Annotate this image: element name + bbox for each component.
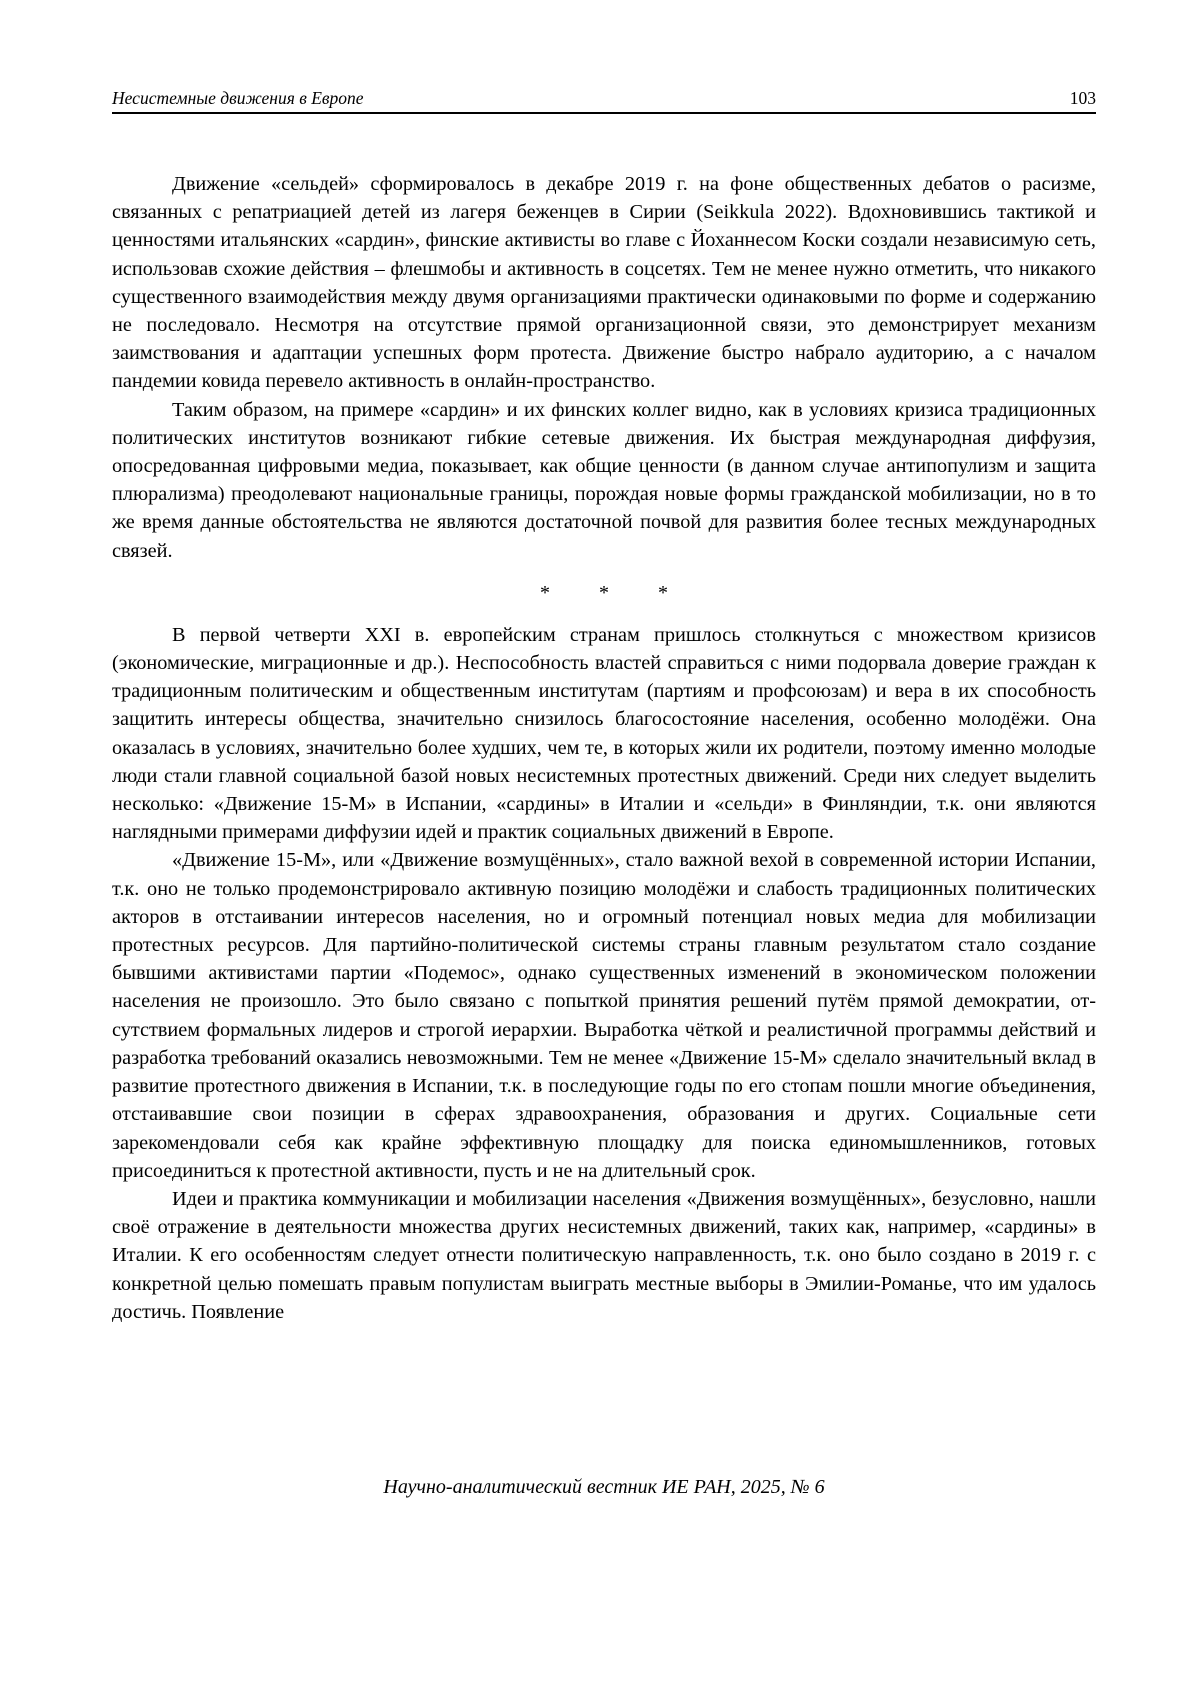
paragraph: Идеи и практика коммуникации и мобилизации населения «Движения возмущённых», безусловно, нашли своё отражение в деятельности множества других несистемных движений, таких как, например, «сардины» в Италии. К его особенностям следует отнести политическую направленность, т.к. оно было создано в 2019 г. с конкретной целью помешать правым популистам выиграть местные выборы в Эмилии-Романье, что им удалось достичь. Появление bbox=[112, 1187, 1096, 1323]
paragraph: Таким образом, на примере «сардин» и их финских коллег видно, как в условиях кризиса традиционных политических институтов возникают гибкие сетевые движения. Их быстрая международная диффузия, опосредованная цифровыми медиа, показывает, как общие ценности (в данном случае антипопулизм и защита плюрализма) преодолевают национальные границы, порождая новые формы гражданской мобилизации, но в то же время данные обстоятельства не являются достаточной почвой для развития более тесных международных связей. bbox=[112, 398, 1096, 562]
running-header bbox=[112, 84, 1096, 114]
section-separator: * * * bbox=[540, 581, 668, 604]
page-number: 103 bbox=[1069, 88, 1096, 108]
header-title: Несистемные движения в Европе bbox=[112, 88, 364, 108]
paragraph: Движение «сельдей» сформировалось в декабре 2019 г. на фоне общественных дебатов о расизме, связанных с репатриацией детей из лагеря беженцев в Сирии (Seikkula 2022). Вдохновившись тактикой и ценностями итальянских «сардин», финские активисты во главе с Йоханнесом Коски создали независимую сеть, использовав схожие действия – флешмобы и активность в соцсетях. Тем не менее нужно отметить, что никакого существенного взаимодействия между двумя организациями практически одинаковыми по форме и содержанию не последовало. Несмотря на отсутствие прямой организационной связи, это демонстрирует механизм заимствования и адаптации успешных форм протеста. Движение быстро набрало аудиторию, а с началом пандемии ковида перевело активность в онлайн-пространство. bbox=[112, 173, 1096, 393]
article-body bbox=[112, 170, 1096, 1326]
running-footer: Научно-аналитический вестник ИЕ РАН, 2025, № 6 bbox=[383, 1476, 825, 1498]
paragraph: «Движение 15-М», или «Движение возмущённых», стало важной вехой в современной истории Испании, т.к. оно не только продемонстрировало активную позицию молодёжи и слабость традиционных политических акторов в отстаивании интересов населения, но и огромный потенциал новых медиа для мобилизации протестных ресурсов. Для партийно-политической системы страны главным результатом стало создание бывшими активистами партии «Подемос», однако существенных изменений в экономическом положении населения не произошло. Это было связано с попыткой принятия решений путём прямой демократии, отсутствием формальных лидеров и строгой иерархии. Выработка чёткой и реалистичной программы действий и разработка требований оказались невозможными. Тем не менее «Движение 15-М» сделало значительный вклад в развитие протестного движения в Испании, т.к. в последующие годы по его стопам пошли многие объединения, отстаивавшие свои позиции в сферах здравоохранения, образования и других. Социальные сети зарекомендовали себя как крайне эффективную площадку для поиска единомышленников, готовых присоединиться к протестной активности, пусть и не на длительный срок. bbox=[112, 849, 1096, 1182]
paragraph: В первой четверти XXI в. европейским странам пришлось столкнуться с множеством кризисов (экономические, миграционные и др.). Неспособность властей справиться с ними подорвала доверие граждан к традиционным политическим и общественным институтам (партиям и профсоюзам) и вера в их способность защитить интересы общества, значительно снизилось благосостояние населения, особенно молодёжи. Она оказалась в условиях, значительно более худших, чем те, в которых жили их родители, поэтому именно молодые люди стали главной социальной базой новых несистемных протестных движений. Среди них следует выделить несколько: «Движение 15-М» в Испании, «сардины» в Италии и «сельди» в Финляндии, т.к. они являются наглядными примерами диффузии идей и практик социальных движений в Европе. bbox=[112, 623, 1096, 844]
